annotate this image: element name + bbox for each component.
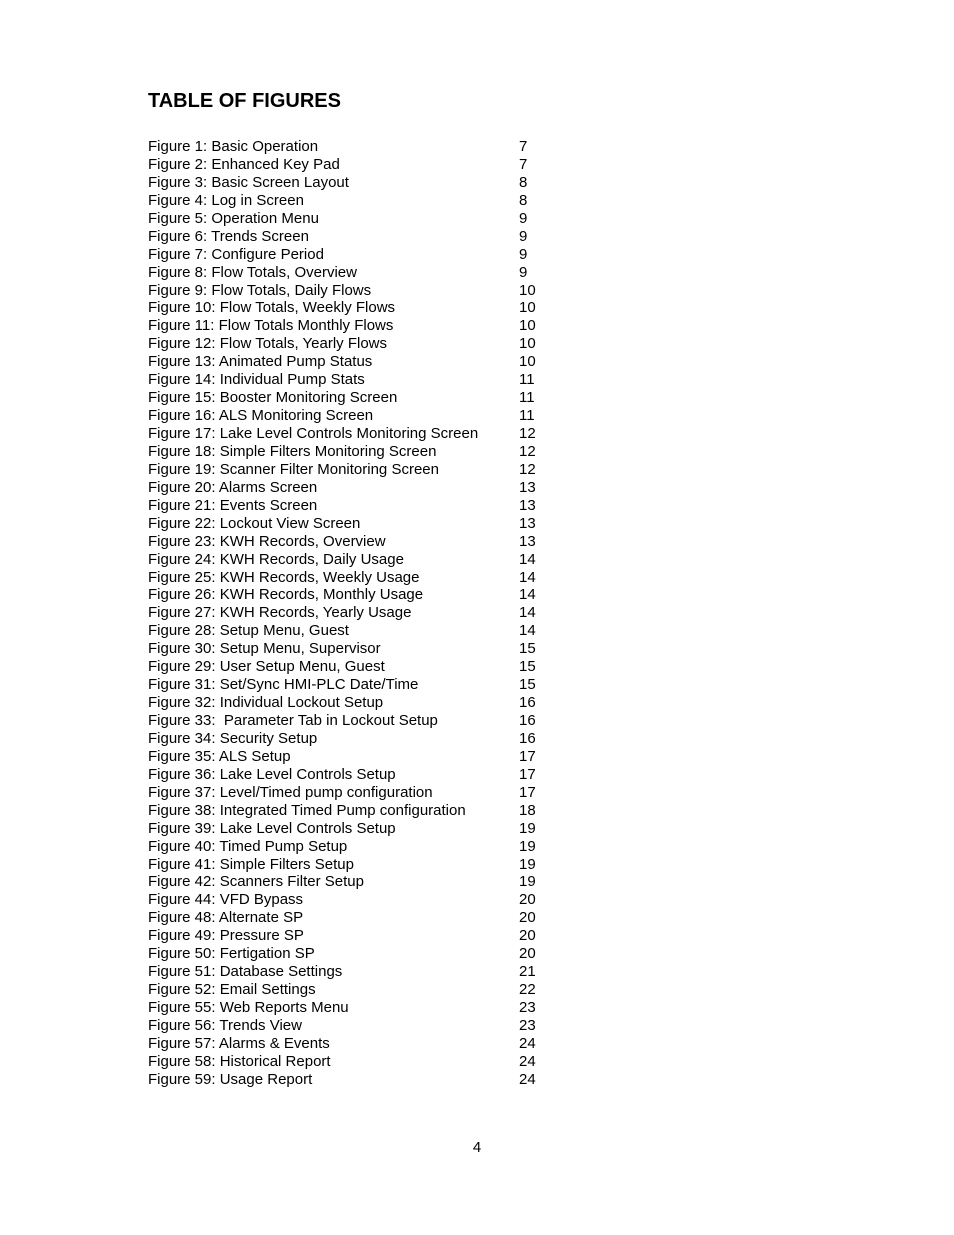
figure-title: Figure 48: Alternate SP — [148, 909, 304, 927]
figure-title: Figure 33: Parameter Tab in Lockout Setup — [148, 712, 438, 729]
figure-page-number: 19 — [519, 873, 536, 891]
figure-entry — [148, 174, 568, 192]
figure-entry — [148, 640, 568, 658]
figure-title: Figure 13: Animated Pump Status — [148, 353, 373, 371]
figure-entry — [148, 353, 568, 371]
figure-page-number: 17 — [519, 765, 536, 783]
figure-entry — [148, 479, 568, 497]
figure-page-number: 10 — [519, 299, 536, 317]
figure-entry — [148, 264, 568, 282]
figure-page-number: 22 — [519, 981, 536, 999]
figure-title: Figure 40: Timed Pump Setup — [148, 837, 348, 855]
figure-page-number: 16 — [519, 694, 536, 712]
figure-entry — [148, 945, 568, 963]
figure-title: Figure 16: ALS Monitoring Screen — [148, 407, 374, 425]
figure-title: Figure 39: Lake Level Controls Setup — [148, 819, 396, 837]
figure-entry — [148, 676, 568, 694]
figure-page-number: 24 — [519, 1070, 536, 1088]
figure-entry — [148, 138, 568, 156]
figure-title: Figure 32: Individual Lockout Setup — [148, 694, 384, 712]
figure-title: Figure 5: Operation Menu — [148, 209, 319, 227]
figure-title: Figure 14: Individual Pump Stats — [148, 371, 365, 389]
figure-entry — [148, 909, 568, 927]
figure-entry — [148, 551, 568, 569]
figure-page-number: 18 — [519, 801, 536, 819]
figure-entry — [148, 1035, 568, 1053]
figure-title: Figure 30: Setup Menu, Supervisor — [148, 640, 381, 658]
figure-entry — [148, 407, 568, 425]
figure-title: Figure 34: Security Setup — [148, 729, 318, 747]
figure-title: Figure 42: Scanners Filter Setup — [148, 873, 364, 891]
figure-entry — [148, 515, 568, 533]
figure-page-number: 11 — [519, 371, 535, 389]
figure-entry — [148, 228, 568, 246]
figure-title: Figure 20: Alarms Screen — [148, 478, 318, 496]
figure-page-number: 13 — [519, 496, 536, 514]
figure-title: Figure 51: Database Settings — [148, 963, 343, 981]
figure-title: Figure 35: ALS Setup — [148, 747, 291, 765]
figure-page-number: 9 — [519, 245, 528, 263]
figure-page-number: 15 — [519, 676, 536, 694]
figure-page-number: 10 — [519, 335, 536, 353]
figure-page-number: 20 — [519, 909, 536, 927]
figure-entry — [148, 730, 568, 748]
figure-title: Figure 23: KWH Records, Overview — [148, 532, 386, 550]
figure-page-number: 7 — [519, 155, 528, 173]
figure-title: Figure 1: Basic Operation — [148, 138, 319, 155]
figure-title: Figure 31: Set/Sync HMI-PLC Date/Time — [148, 676, 419, 694]
figure-entry — [148, 766, 568, 784]
figure-page-number: 11 — [519, 407, 535, 425]
figure-entry — [148, 586, 568, 604]
figure-entry — [148, 712, 568, 730]
figure-entry — [148, 371, 568, 389]
figure-title: Figure 37: Level/Timed pump configuration — [148, 783, 433, 801]
figure-page-number: 13 — [519, 532, 536, 550]
figure-title: Figure 7: Configure Period — [148, 245, 324, 263]
figure-title: Figure 2: Enhanced Key Pad — [148, 155, 340, 173]
figure-entry — [148, 497, 568, 515]
figure-page-number: 9 — [519, 227, 528, 245]
figure-page-number: 8 — [519, 191, 528, 209]
figure-title: Figure 49: Pressure SP — [148, 927, 304, 945]
figure-title: Figure 56: Trends View — [148, 1016, 302, 1034]
figure-title: Figure 29: User Setup Menu, Guest — [148, 658, 385, 676]
figure-page-number: 14 — [519, 586, 536, 604]
figure-page-number: 24 — [519, 1052, 536, 1070]
figure-page-number: 24 — [519, 1034, 536, 1052]
figure-title: Figure 26: KWH Records, Monthly Usage — [148, 586, 424, 604]
figure-entry — [148, 838, 568, 856]
figure-page-number: 17 — [519, 783, 536, 801]
figure-title: Figure 22: Lockout View Screen — [148, 514, 361, 532]
figure-entry — [148, 335, 568, 353]
figure-page-number: 10 — [519, 281, 536, 299]
figure-entry — [148, 443, 568, 461]
figure-title: Figure 27: KWH Records, Yearly Usage — [148, 604, 412, 622]
figure-title: Figure 6: Trends Screen — [148, 227, 309, 245]
figure-entry — [148, 748, 568, 766]
figure-title: Figure 3: Basic Screen Layout — [148, 173, 349, 191]
figure-page-number: 19 — [519, 855, 536, 873]
figure-title: Figure 50: Fertigation SP — [148, 945, 315, 963]
figure-page-number: 15 — [519, 640, 536, 658]
figure-page-number: 20 — [519, 927, 536, 945]
figure-entry — [148, 802, 568, 820]
figure-page-number: 14 — [519, 550, 536, 568]
figure-page-number: 14 — [519, 622, 536, 640]
figure-entry — [148, 604, 568, 622]
page-heading: TABLE OF FIGURES — [148, 90, 341, 112]
figure-entry — [148, 156, 568, 174]
figure-title: Figure 41: Simple Filters Setup — [148, 855, 354, 873]
figure-entry — [148, 246, 568, 264]
figure-entry — [148, 192, 568, 210]
figure-entry — [148, 927, 568, 945]
figure-title: Figure 9: Flow Totals, Daily Flows — [148, 281, 372, 299]
figure-entry — [148, 1071, 568, 1089]
figure-entry — [148, 820, 568, 838]
figure-entry — [148, 1053, 568, 1071]
figure-entry — [148, 622, 568, 640]
figure-title: Figure 28: Setup Menu, Guest — [148, 622, 349, 640]
figure-page-number: 16 — [519, 729, 536, 747]
figure-title: Figure 17: Lake Level Controls Monitoring Screen — [148, 425, 479, 442]
figure-entry — [148, 963, 568, 981]
figure-entry — [148, 317, 568, 335]
figure-page-number: 19 — [519, 819, 536, 837]
figure-title: Figure 11: Flow Totals Monthly Flows — [148, 317, 394, 335]
figure-title: Figure 12: Flow Totals, Yearly Flows — [148, 335, 387, 353]
figure-title: Figure 8: Flow Totals, Overview — [148, 263, 357, 281]
figure-page-number: 12 — [519, 460, 536, 478]
figure-page-number: 11 — [519, 389, 535, 407]
figure-page-number: 8 — [519, 173, 528, 191]
figure-page-number: 20 — [519, 891, 536, 909]
figure-page-number: 9 — [519, 263, 528, 281]
figure-page-number: 12 — [519, 442, 536, 460]
figure-title: Figure 38: Integrated Timed Pump configuration — [148, 801, 466, 819]
figure-title: Figure 21: Events Screen — [148, 496, 318, 514]
figure-page-number: 16 — [519, 712, 536, 729]
page-number: 4 — [472, 1139, 482, 1156]
figure-page-number: 10 — [519, 353, 536, 371]
figure-page-number: 7 — [519, 138, 528, 155]
figure-page-number: 15 — [519, 658, 536, 676]
figure-entry — [148, 999, 568, 1017]
figure-title: Figure 52: Email Settings — [148, 981, 316, 999]
figure-entry — [148, 891, 568, 909]
figure-title: Figure 4: Log in Screen — [148, 191, 304, 209]
figure-title: Figure 25: KWH Records, Weekly Usage — [148, 568, 420, 586]
figure-entry — [148, 856, 568, 874]
figure-entry — [148, 461, 568, 479]
figure-entry — [148, 389, 568, 407]
figure-entry — [148, 299, 568, 317]
figure-page-number: 10 — [519, 317, 536, 335]
figure-entry — [148, 569, 568, 587]
figure-page-number: 12 — [519, 425, 536, 442]
figure-title: Figure 44: VFD Bypass — [148, 891, 304, 909]
figure-entry — [148, 873, 568, 891]
figure-entry — [148, 694, 568, 712]
figure-title: Figure 10: Flow Totals, Weekly Flows — [148, 299, 396, 317]
figure-page-number: 17 — [519, 747, 536, 765]
figure-title: Figure 15: Booster Monitoring Screen — [148, 389, 398, 407]
figure-page-number: 19 — [519, 837, 536, 855]
figure-page-number: 23 — [519, 1016, 536, 1034]
figure-title: Figure 55: Web Reports Menu — [148, 999, 349, 1016]
figure-title: Figure 57: Alarms & Events — [148, 1034, 330, 1052]
figure-page-number: 23 — [519, 999, 536, 1016]
figure-page-number: 14 — [519, 604, 536, 622]
figure-page-number: 14 — [519, 568, 536, 586]
figure-page-number: 9 — [519, 209, 528, 227]
figure-entry — [148, 533, 568, 551]
figure-entry — [148, 282, 568, 300]
figure-entry — [148, 1017, 568, 1035]
figure-page-number: 21 — [519, 963, 536, 981]
figure-title: Figure 24: KWH Records, Daily Usage — [148, 550, 404, 568]
figure-title: Figure 36: Lake Level Controls Setup — [148, 765, 396, 783]
figure-entry — [148, 425, 568, 443]
figure-entry — [148, 981, 568, 999]
figure-entry — [148, 658, 568, 676]
table-of-figures-list — [148, 138, 568, 1089]
figure-page-number: 13 — [519, 514, 536, 532]
figure-entry — [148, 784, 568, 802]
figure-title: Figure 58: Historical Report — [148, 1052, 331, 1070]
figure-title: Figure 19: Scanner Filter Monitoring Screen — [148, 460, 439, 478]
figure-title: Figure 18: Simple Filters Monitoring Screen — [148, 442, 437, 460]
figure-entry — [148, 210, 568, 228]
figure-page-number: 20 — [519, 945, 536, 963]
figure-title: Figure 59: Usage Report — [148, 1070, 313, 1088]
figure-page-number: 13 — [519, 478, 536, 496]
